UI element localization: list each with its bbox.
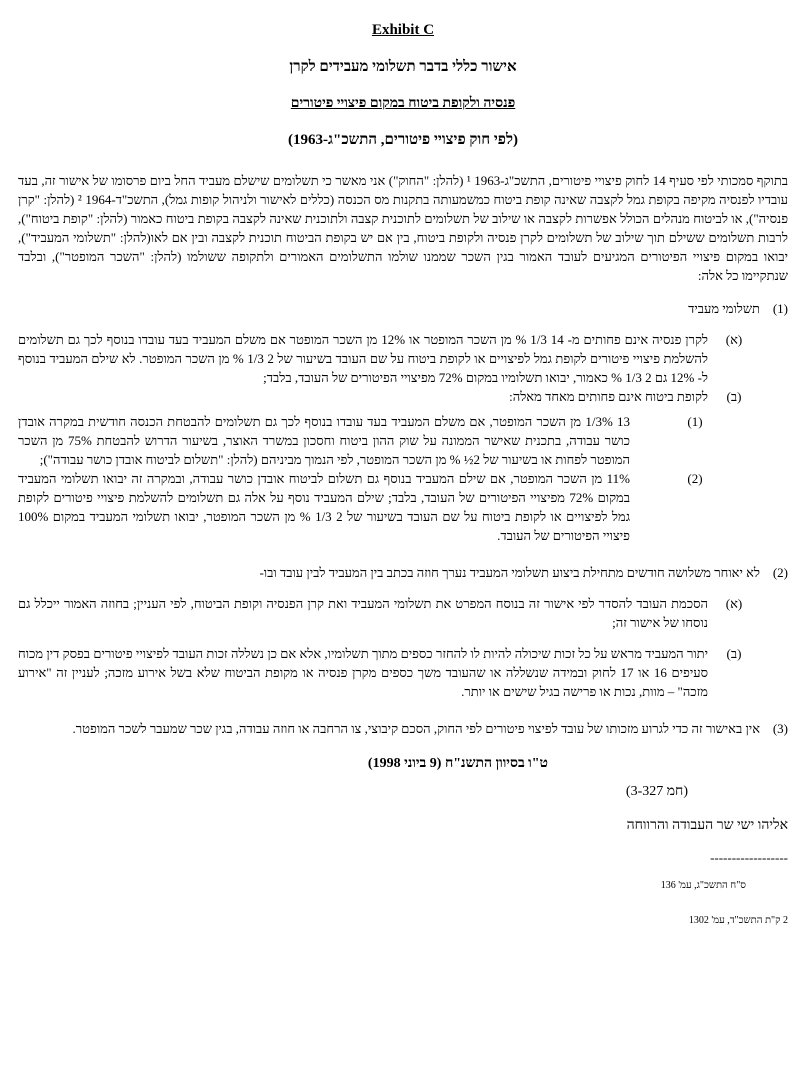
signatory: אליהו ישי שר העבודה והרווחה [626,818,788,833]
footnote-2: 2 ק"ת התשכ"ד, עמ' 1302 [688,915,788,926]
doc-title: אישור כללי בדבר תשלומי מעבידים לקרן [289,59,517,75]
section-2-heading [18,563,788,582]
file-reference: (חמ 3-327) [625,784,688,799]
subclause-text: 13 1/3% מן השכר המופטר, אם משלם המעביד בעד עובדו בנוסף לכך גם תשלומים להבטחת הכנסה חודשית במקרה אובדן כושר עבודה, בתכנית שאישר הממונה על שוק ההון ביטוח וחסכון במשרד האוצר, בשיעור הדרוש להבטחת 75% מן השכר המופטר לפחות או בשיעור של 2½ % מן השכר המופטר, לפי הנמוך מביניהם (להלן: "תשלום לביטוח אובדן כושר עבודה"); [18,414,631,467]
subclause-label: (1) [687,414,703,429]
intro-paragraph: בתוקף סמכותי לפי סעיף 14 לחוק פיצויי פיטורים, התשכ"ג-1963 ¹ (להלן: "החוק") אני מאשר כי תשלומים שישלם מעביד החל ביום פרסומו של אישור זה, בעד עובדיו לפנסיה מקיפה בקופת גמל לקצבה שאינה קופת ביטוח כמשמעותה בתקנות מס הכנסה (כללים לאישור ולניהול קופות גמל), התשכ"ד-1964 ² (להלן: "קרן פנסיה"), או לביטוח מנהלים הכולל אפשרות לקצבה או שילוב של תשלומים לתוכנית קצבה ולתוכנית שאינה לקצבה בקופת ביטוח כאמור (להלן: "קופת ביטוח"), לרבות תשלומים ששילם תוך שילוב של תשלומים לקרן פנסיה ולקופת ביטוח, בין אם יש בקופת הביטוח תוכנית לקצבה ובין אם לאו(להלן: "תשלומי המעביד"), יבואו במקום פיצויי הפיטורים המגיעים לעובד האמור בגין השכר שממנו שולמו התשלומים האמורים ולתקופה ששולמו (להלן: "השכר המופטר"), ובלבד שנתקיימו כל אלה: [18,173,789,283]
clause-text: לקופת ביטוח אינם פחותים מאחד מאלה: [509,389,708,404]
clause-2a [18,594,788,632]
subclause-label: (2) [687,471,703,486]
section-text: לא יאוחר משלושה חודשים מתחילת ביצוע תשלומי המעביד נערך חוזה בכתב בין המעביד לבין עובד ובו- [259,565,760,580]
clause-text: יתור המעביד מראש על כל זכות שיכולה להיות לו להחזר כספים מתוך תשלומיו, אלא אם כן נשללה זכות העובד לפיצויי פיטורים בפסק דין מכוח סעיפים 16 או 17 לחוק ובמידה שנשללה או שהעובד משך כספים מקרן פנסיה או מקופת הביטוח שלא בשל אירוע מזכה; לעניין זה "אירוע מזכה" – מוות, נכות או פרישה בגיל שישים או יותר. [18,646,708,699]
law-reference: (לפי חוק פיצויי פיטורים, התשכ"ג-1963) [288,132,518,148]
clause-label: (א) [725,332,743,347]
clause-1b [18,387,788,406]
section-number: (1) [772,301,788,316]
subclause-text: 11% מן השכר המופטר, אם שילם המעביד בנוסף גם תשלום לביטוח אובדן כושר עבודה, ובמקרה זה יבואו תשלומי המעביד במקום 72% מפיצויי הפיטורים של העובד, בלבד; שילם המעביד נוסף על אלה גם תשלומים להשלמת פיצויי פיטורים לקופת גמל לפיצויים או לקופת ביטוח על שם העובד בשיעור של 2 1/3 % מן השכר המופטר, יבואו תשלומי המעביד במקום 100% פיצויי הפיטורים של העובד. [18,471,630,543]
section-number: (3) [772,721,788,736]
clause-label: (ב) [726,646,742,661]
doc-subtitle: פנסיה ולקופת ביטוח במקום פיצויי פיטורים [290,96,516,111]
clause-text: לקרן פנסיה אינם פחותים מ- 14 1/3 % מן השכר המופטר או 12% מן השכר המופטר אם משלם המעביד בעד עובדו בנוסף לכך גם תשלומים להשלמת פיצויי פיטורים לקופת גמל לפיצויים או לקופת ביטוח על שם העובד בשיעור של 2 1/3 % מן השכר המופטר. לא שילם המעביד בנוסף ל- 12% גם 2 1/3 % כאמור, יבואו תשלומיו במקום 72% מפיצויי הפיטורים של העובד, בלבד; [18,332,709,385]
clause-label: (ב) [726,389,742,404]
section-number: (2) [772,565,788,580]
subclause-1b1 [18,412,788,469]
signature-date: ט"ו בסיוון התשנ"ח (9 ביוני 1998) [367,756,548,771]
clause-2b [18,644,788,701]
section-text: אין באישור זה כדי לגרוע מזכותו של עובד לפיצוי פיטורים לפי החוק, הסכם קיבוצי, צו הרחבה או חוזה עבודה, בגין שכר שמעבר לשכר המופטר. [72,721,760,736]
clause-label: (א) [725,596,743,611]
footnote-1: ס"ח התשכ"ג, עמ' 136 [660,880,746,891]
clause-text: הסכמת העובד להסדר לפי אישור זה בנוסח המפרט את תשלומי המעביד ואת קרן הפנסיה וקופת הביטוח, לפי העניין; בחוזה האמור ייכלל גם נוסחו של אישור זה; [18,596,708,630]
subclause-1b2 [18,469,788,545]
section-title: תשלומי מעביד [688,301,760,316]
footnote-divider: ------------------ [710,850,788,865]
exhibit-title: Exhibit C [371,22,435,38]
section-1-heading [18,299,788,318]
section-3 [18,719,788,738]
clause-1a [18,330,788,387]
